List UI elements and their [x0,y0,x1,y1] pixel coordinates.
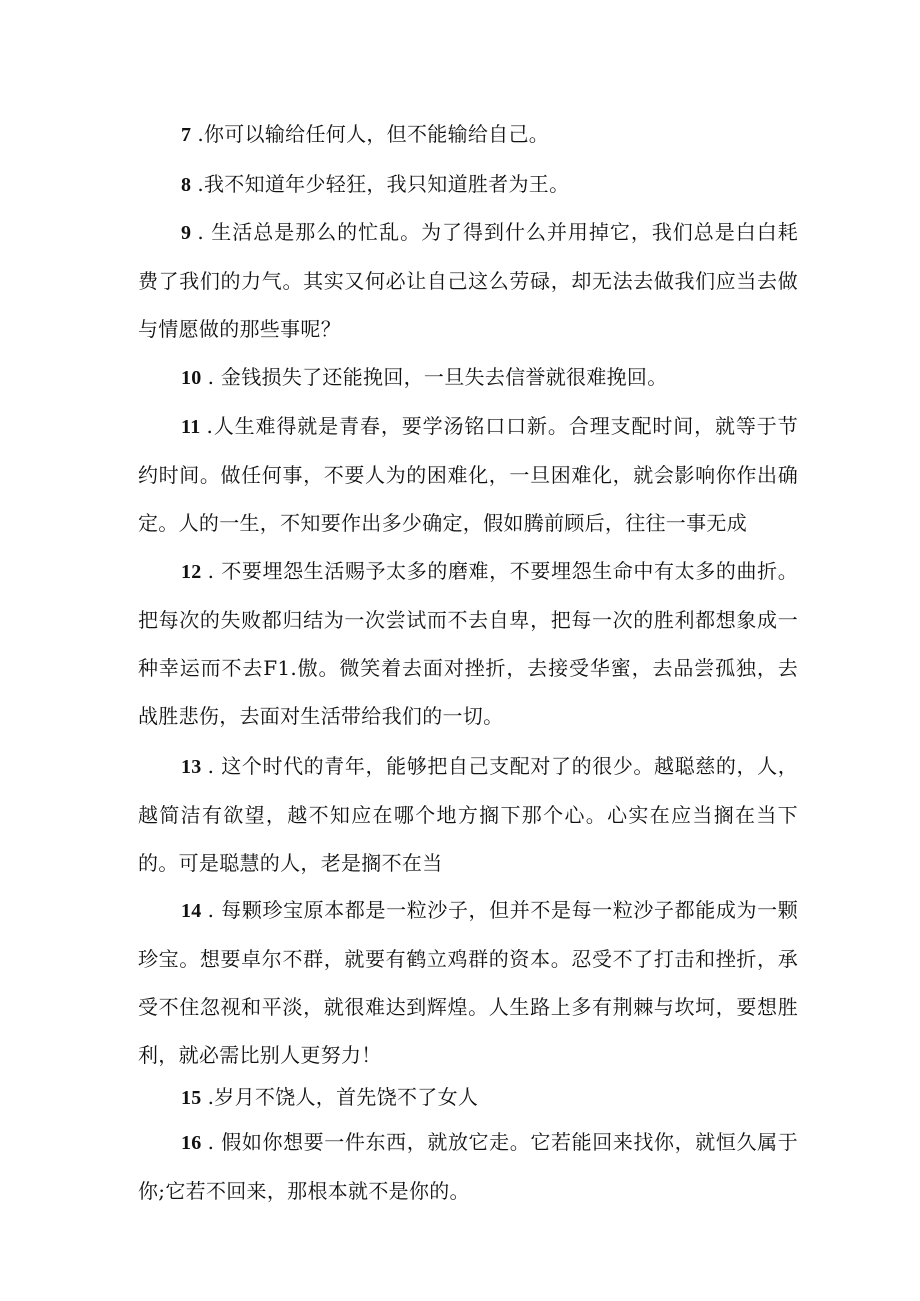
list-item-15 [138,1073,798,1122]
list-item-7 [138,110,798,159]
item-text: .岁月不饶人，首先饶不了女人 [207,1085,479,1109]
item-number: 14 [181,900,202,922]
item-text: .人生难得就是青春，要学汤铭口口新。合理支配时间，就等于节约时间。做任何事，不要人为的困难化，一旦困难化，就会影响你作出确定。人的一生，不知要作出多少确定，假如腾前顾后，往往一事无成 [138,414,798,535]
item-text: .你可以输给任何人，但不能输给自己。 [197,122,550,146]
list-item-9 [138,208,798,353]
item-number: 12 [181,561,202,583]
list-item-13 [138,742,798,887]
list-item-8 [138,160,798,209]
item-number: 11 [181,416,201,438]
list-item-10 [138,353,798,402]
list-item-11 [138,402,798,547]
item-number: 16 [181,1132,202,1154]
item-text: . 每颗珍宝原本都是一粒沙子，但并不是每一粒沙子都能成为一颗珍宝。想要卓尔不群，就要有鹤立鸡群的资本。忍受不了打击和挫折，承受不住忽视和平淡，就很难达到辉煌。人生路上多有荆棘与坎坷，要想胜利，就必需比别人更努力！ [138,898,798,1067]
item-number: 7 [181,124,192,146]
item-number: 8 [181,174,192,196]
item-text: . 不要埋怨生活赐予太多的磨难，不要埋怨生命中有太多的曲折。把每次的失败都归结为一次尝试而不去自卑，把每一次的胜利都想象成一种幸运而不去F1.傲。微笑着去面对挫折，去接受华蜜，去品尝孤独，去战胜悲伤，去面对生活带给我们的一切。 [138,559,798,728]
list-item-12 [138,547,798,740]
item-text: . 这个时代的青年，能够把自己支配对了的很少。越聪慈的，人，越简洁有欲望，越不知应在哪个地方搁下那个心。心实在应当搁在当下的。可是聪慧的人，老是搁不在当 [138,754,798,875]
item-text: . 生活总是那么的忙乱。为了得到什么并用掉它，我们总是白白耗费了我们的力气。其实又何必让自己这么劳碌，却无法去做我们应当去做与情愿做的那些事呢？ [138,220,798,341]
item-number: 15 [181,1087,202,1109]
item-text: . 假如你想要一件东西，就放它走。它若能回来找你，就恒久属于你;它若不回来，那根本就不是你的。 [138,1130,798,1203]
item-number: 9 [181,222,192,244]
item-text: . 金钱损失了还能挽回，一旦失去信誉就很难挽回。 [207,365,668,389]
item-number: 10 [181,367,202,389]
list-item-16 [138,1118,798,1215]
item-text: .我不知道年少轻狂，我只知道胜者为王。 [197,172,570,196]
item-number: 13 [181,756,202,778]
list-item-14 [138,886,798,1079]
